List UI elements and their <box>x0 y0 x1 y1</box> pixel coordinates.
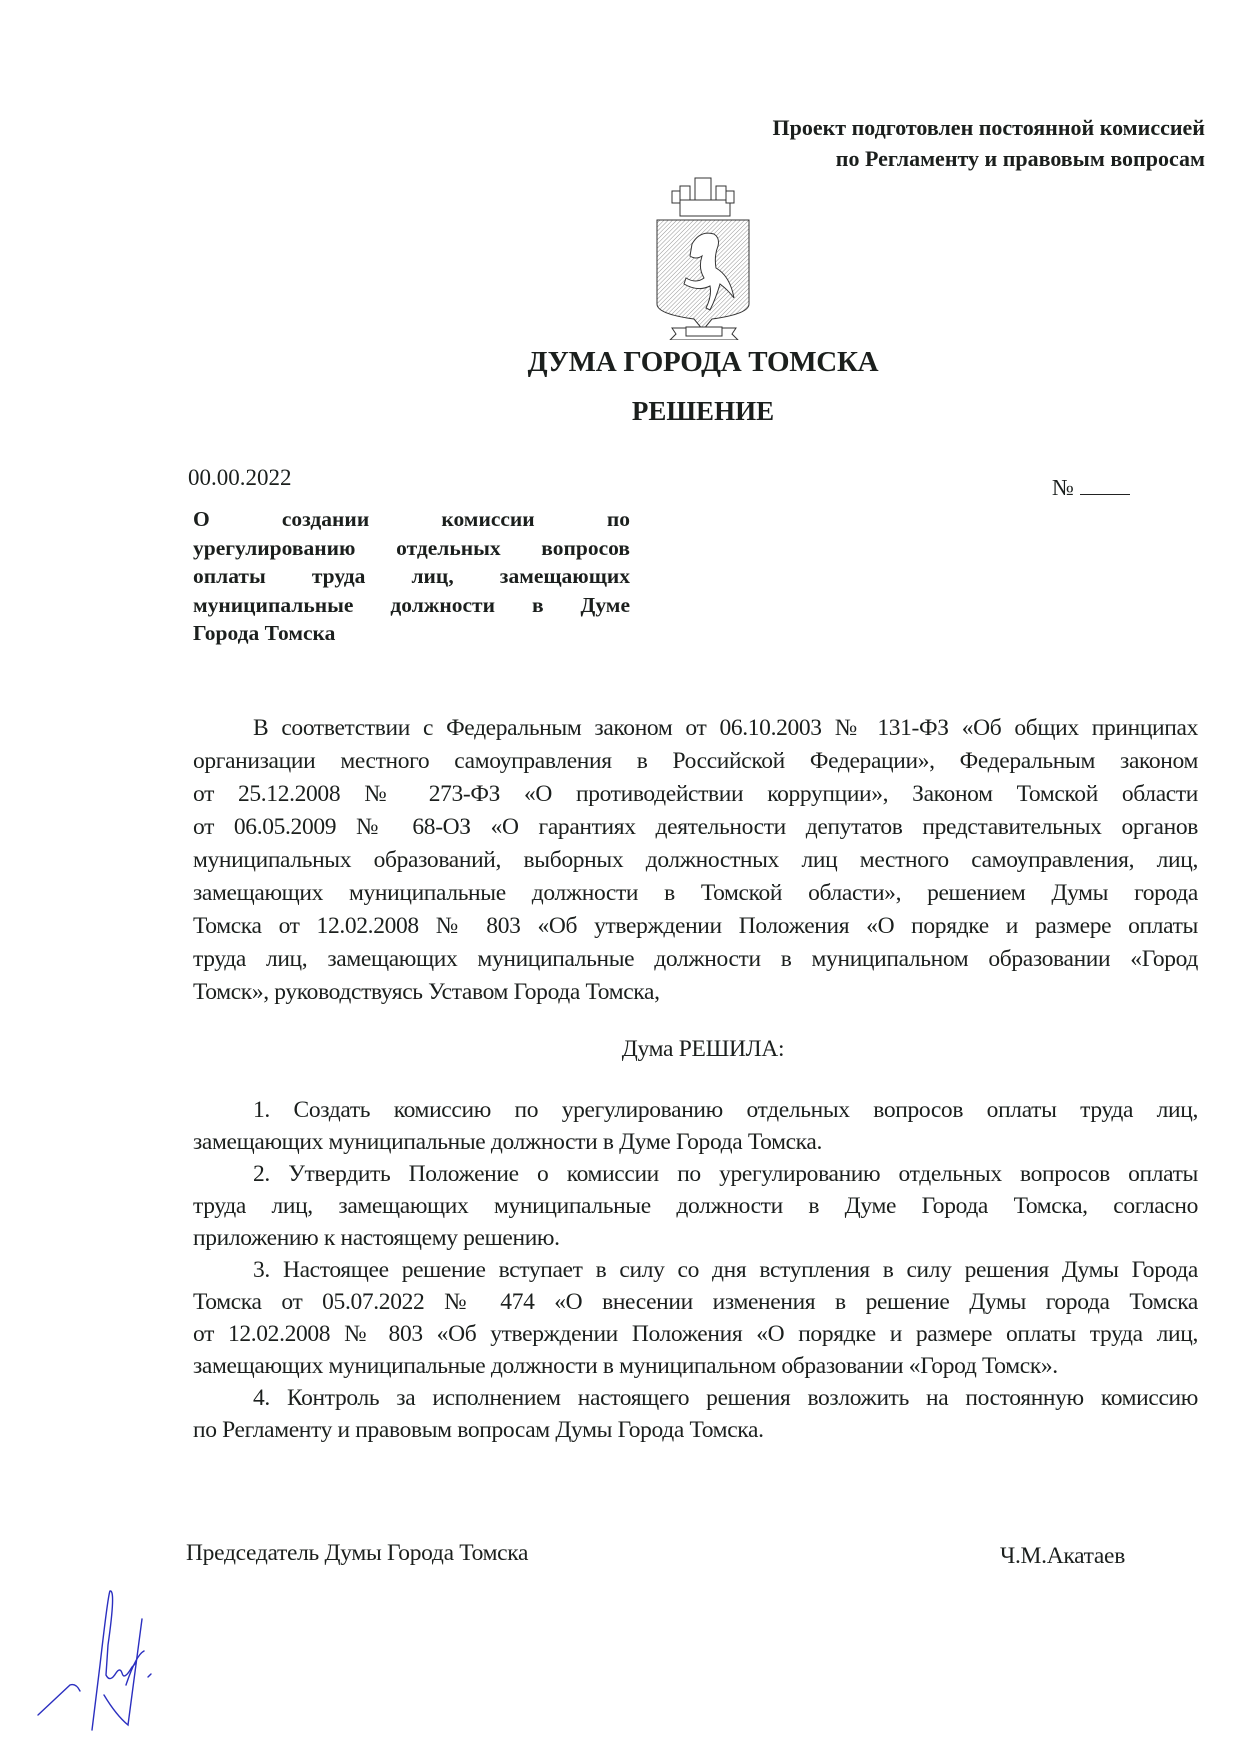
text-line: замещающих муниципальные должности в Думе Города Томска. <box>193 1129 823 1155</box>
prepared-by-note <box>772 112 1205 174</box>
text-line: муниципальных образований, выборных должностных лиц местного самоуправления, лиц, <box>193 847 1198 873</box>
document-number <box>1052 475 1130 501</box>
text-line: 1. Создать комиссию по урегулированию отдельных вопросов оплаты труда лиц, <box>253 1097 1198 1123</box>
resolution-item-2 <box>193 1158 1198 1254</box>
resolution-item-3 <box>193 1254 1198 1382</box>
document-subject <box>193 505 630 648</box>
resolution-item-1 <box>193 1094 1198 1158</box>
signatory-name: Ч.М.Акатаев <box>1000 1543 1125 1569</box>
text-line: 4. Контроль за исполнением настоящего решения возложить на постоянную комиссию <box>253 1385 1198 1411</box>
number-label: № <box>1052 475 1074 500</box>
subject-line: оплаты труда лиц, замещающих <box>193 564 630 588</box>
prepared-by-line: по Регламенту и правовым вопросам <box>835 146 1205 171</box>
text-line: труда лиц, замещающих муниципальные должности в Думе Города Томска, согласно <box>193 1193 1198 1219</box>
text-line: 3. Настоящее решение вступает в силу со дня вступления в силу решения Думы Города <box>253 1257 1198 1283</box>
text-line: Томска от 05.07.2022 № 474 «О внесении изменения в решение Думы города Томска <box>193 1289 1198 1315</box>
text-line: от 06.05.2009 № 68-ОЗ «О гарантиях деятельности депутатов представительных органов <box>193 814 1198 840</box>
resolved-heading: Дума РЕШИЛА: <box>621 1036 785 1062</box>
org-title: ДУМА ГОРОДА ТОМСКА <box>527 346 879 378</box>
text-line: организации местного самоуправления в Российской Федерации», Федеральным законом <box>193 748 1198 774</box>
text-line: от 12.02.2008 № 803 «Об утверждении Положения «О порядке и размере оплаты труда лиц, <box>193 1321 1198 1347</box>
prepared-by-line: Проект подготовлен постоянной комиссией <box>772 115 1205 140</box>
text-line: замещающих муниципальные должности в муниципальном образовании «Город Томск». <box>193 1353 1058 1379</box>
text-line: труда лиц, замещающих муниципальные должности в муниципальном образовании «Город <box>193 946 1198 972</box>
resolution-items <box>193 1094 1198 1446</box>
text-line: по Регламенту и правовым вопросам Думы Города Томска. <box>193 1417 764 1443</box>
document-date: 00.00.2022 <box>188 465 292 490</box>
text-line: Томска от 12.02.2008 № 803 «Об утверждении Положения «О порядке и размере оплаты <box>193 913 1198 939</box>
document-type: РЕШЕНИЕ <box>631 396 775 426</box>
coat-of-arms-icon <box>652 164 754 340</box>
subject-line: муниципальные должности в Думе <box>193 592 630 617</box>
resolution-item-4 <box>193 1382 1198 1446</box>
subject-line: Города Томска <box>193 621 336 645</box>
text-line: В соответствии с Федеральным законом от 06.10.2003 № 131-ФЗ «Об общих принципах <box>253 715 1198 741</box>
handwritten-signature <box>30 1585 180 1735</box>
text-line: замещающих муниципальные должности в Томской области», решением Думы города <box>193 880 1198 906</box>
number-blank <box>1080 494 1130 495</box>
text-line: 2. Утвердить Положение о комиссии по урегулированию отдельных вопросов оплаты <box>253 1161 1198 1187</box>
text-line: от 25.12.2008 № 273-ФЗ «О противодействии коррупции», Законом Томской области <box>193 781 1198 807</box>
signatory-title: Председатель Думы Города Томска <box>186 1540 529 1566</box>
subject-line: О создании комиссии по <box>193 507 630 531</box>
text-line: приложению к настоящему решению. <box>193 1225 560 1251</box>
preamble <box>193 712 1198 1009</box>
text-line: Томск», руководствуясь Уставом Города Томска, <box>193 979 660 1005</box>
subject-line: урегулированию отдельных вопросов <box>193 535 630 560</box>
